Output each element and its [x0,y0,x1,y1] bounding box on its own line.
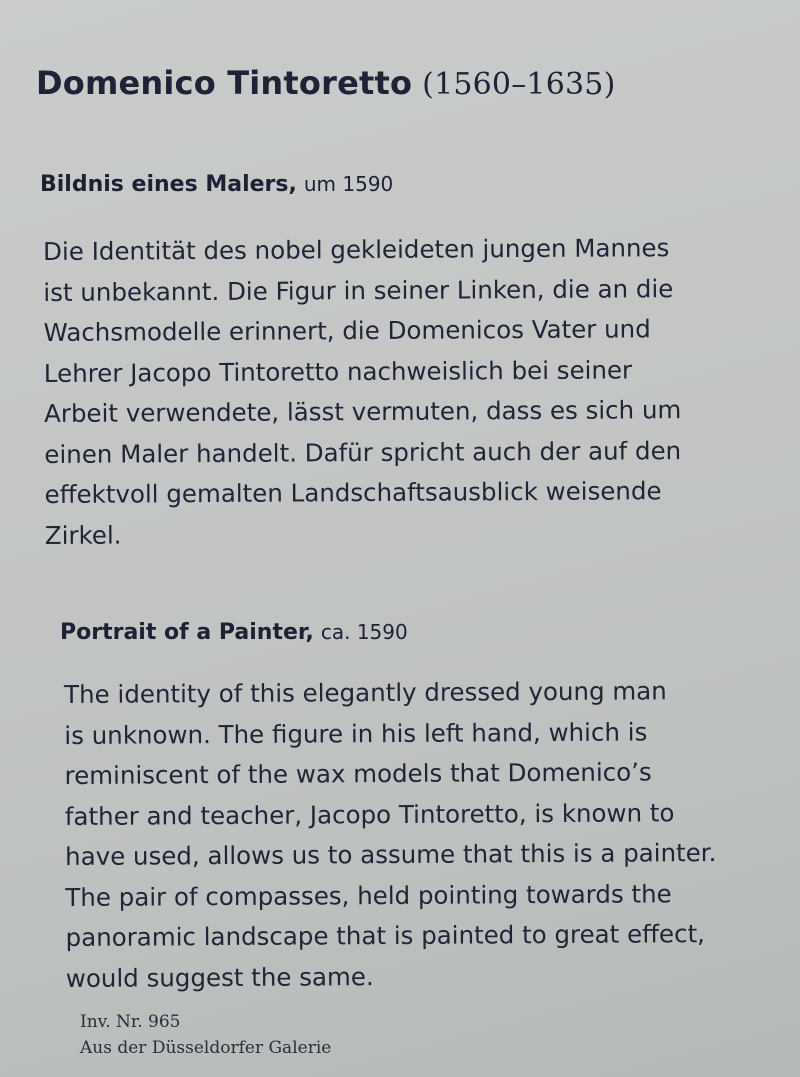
english-line: The pair of compasses, held pointing towards the [65,878,672,912]
german-line: Zirkel. [44,520,122,550]
german-line: Die Identität des nobel gekleideten jungen Mannes [43,233,670,266]
artist-name: Domenico Tintoretto [36,64,413,102]
english-line: reminiscent of the wax models that Domenico’s [64,757,652,790]
inventory-number: Inv. Nr. 965 [80,1012,181,1032]
german-line: ist unbekannt. Die Figur in seiner Linken, die an die [43,273,674,307]
english-line: The identity of this elegantly dressed young man [64,676,667,709]
artist-heading [36,64,615,102]
english-line: have used, allows us to assume that this is a painter. [65,838,717,871]
german-title-date: um 1590 [303,172,394,196]
german-line: Lehrer Jacopo Tintoretto nachweislich bei seiner [43,354,633,388]
artist-dates: (1560–1635) [422,67,616,102]
inventory-info [80,1009,331,1061]
provenance: Aus der Düsseldorfer Galerie [80,1038,332,1058]
english-line: would suggest the same. [65,961,374,993]
english-description [64,671,717,999]
english-title-date: ca. 1590 [320,620,408,644]
english-line: father and teacher, Jacopo Tintoretto, is known to [64,797,675,831]
german-line: einen Maler handelt. Dafür spricht auch der auf den [44,435,682,469]
english-line: panoramic landscape that is painted to great effect, [65,919,706,952]
german-title-text: Bildnis eines Malers, [40,172,297,197]
german-line: effektvoll gemalten Landschaftsausblick weisende [44,476,662,509]
english-artwork-title [60,620,408,645]
german-line: Wachsmodelle erinnert, die Domenicos Vater und [43,314,651,347]
german-line: Arbeit verwendete, lässt vermuten, dass es sich um [44,395,682,428]
english-title-text: Portrait of a Painter, [60,620,314,645]
english-line: is unknown. The figure in his left hand, which is [64,716,648,750]
german-description [43,228,682,556]
german-artwork-title [40,172,393,197]
